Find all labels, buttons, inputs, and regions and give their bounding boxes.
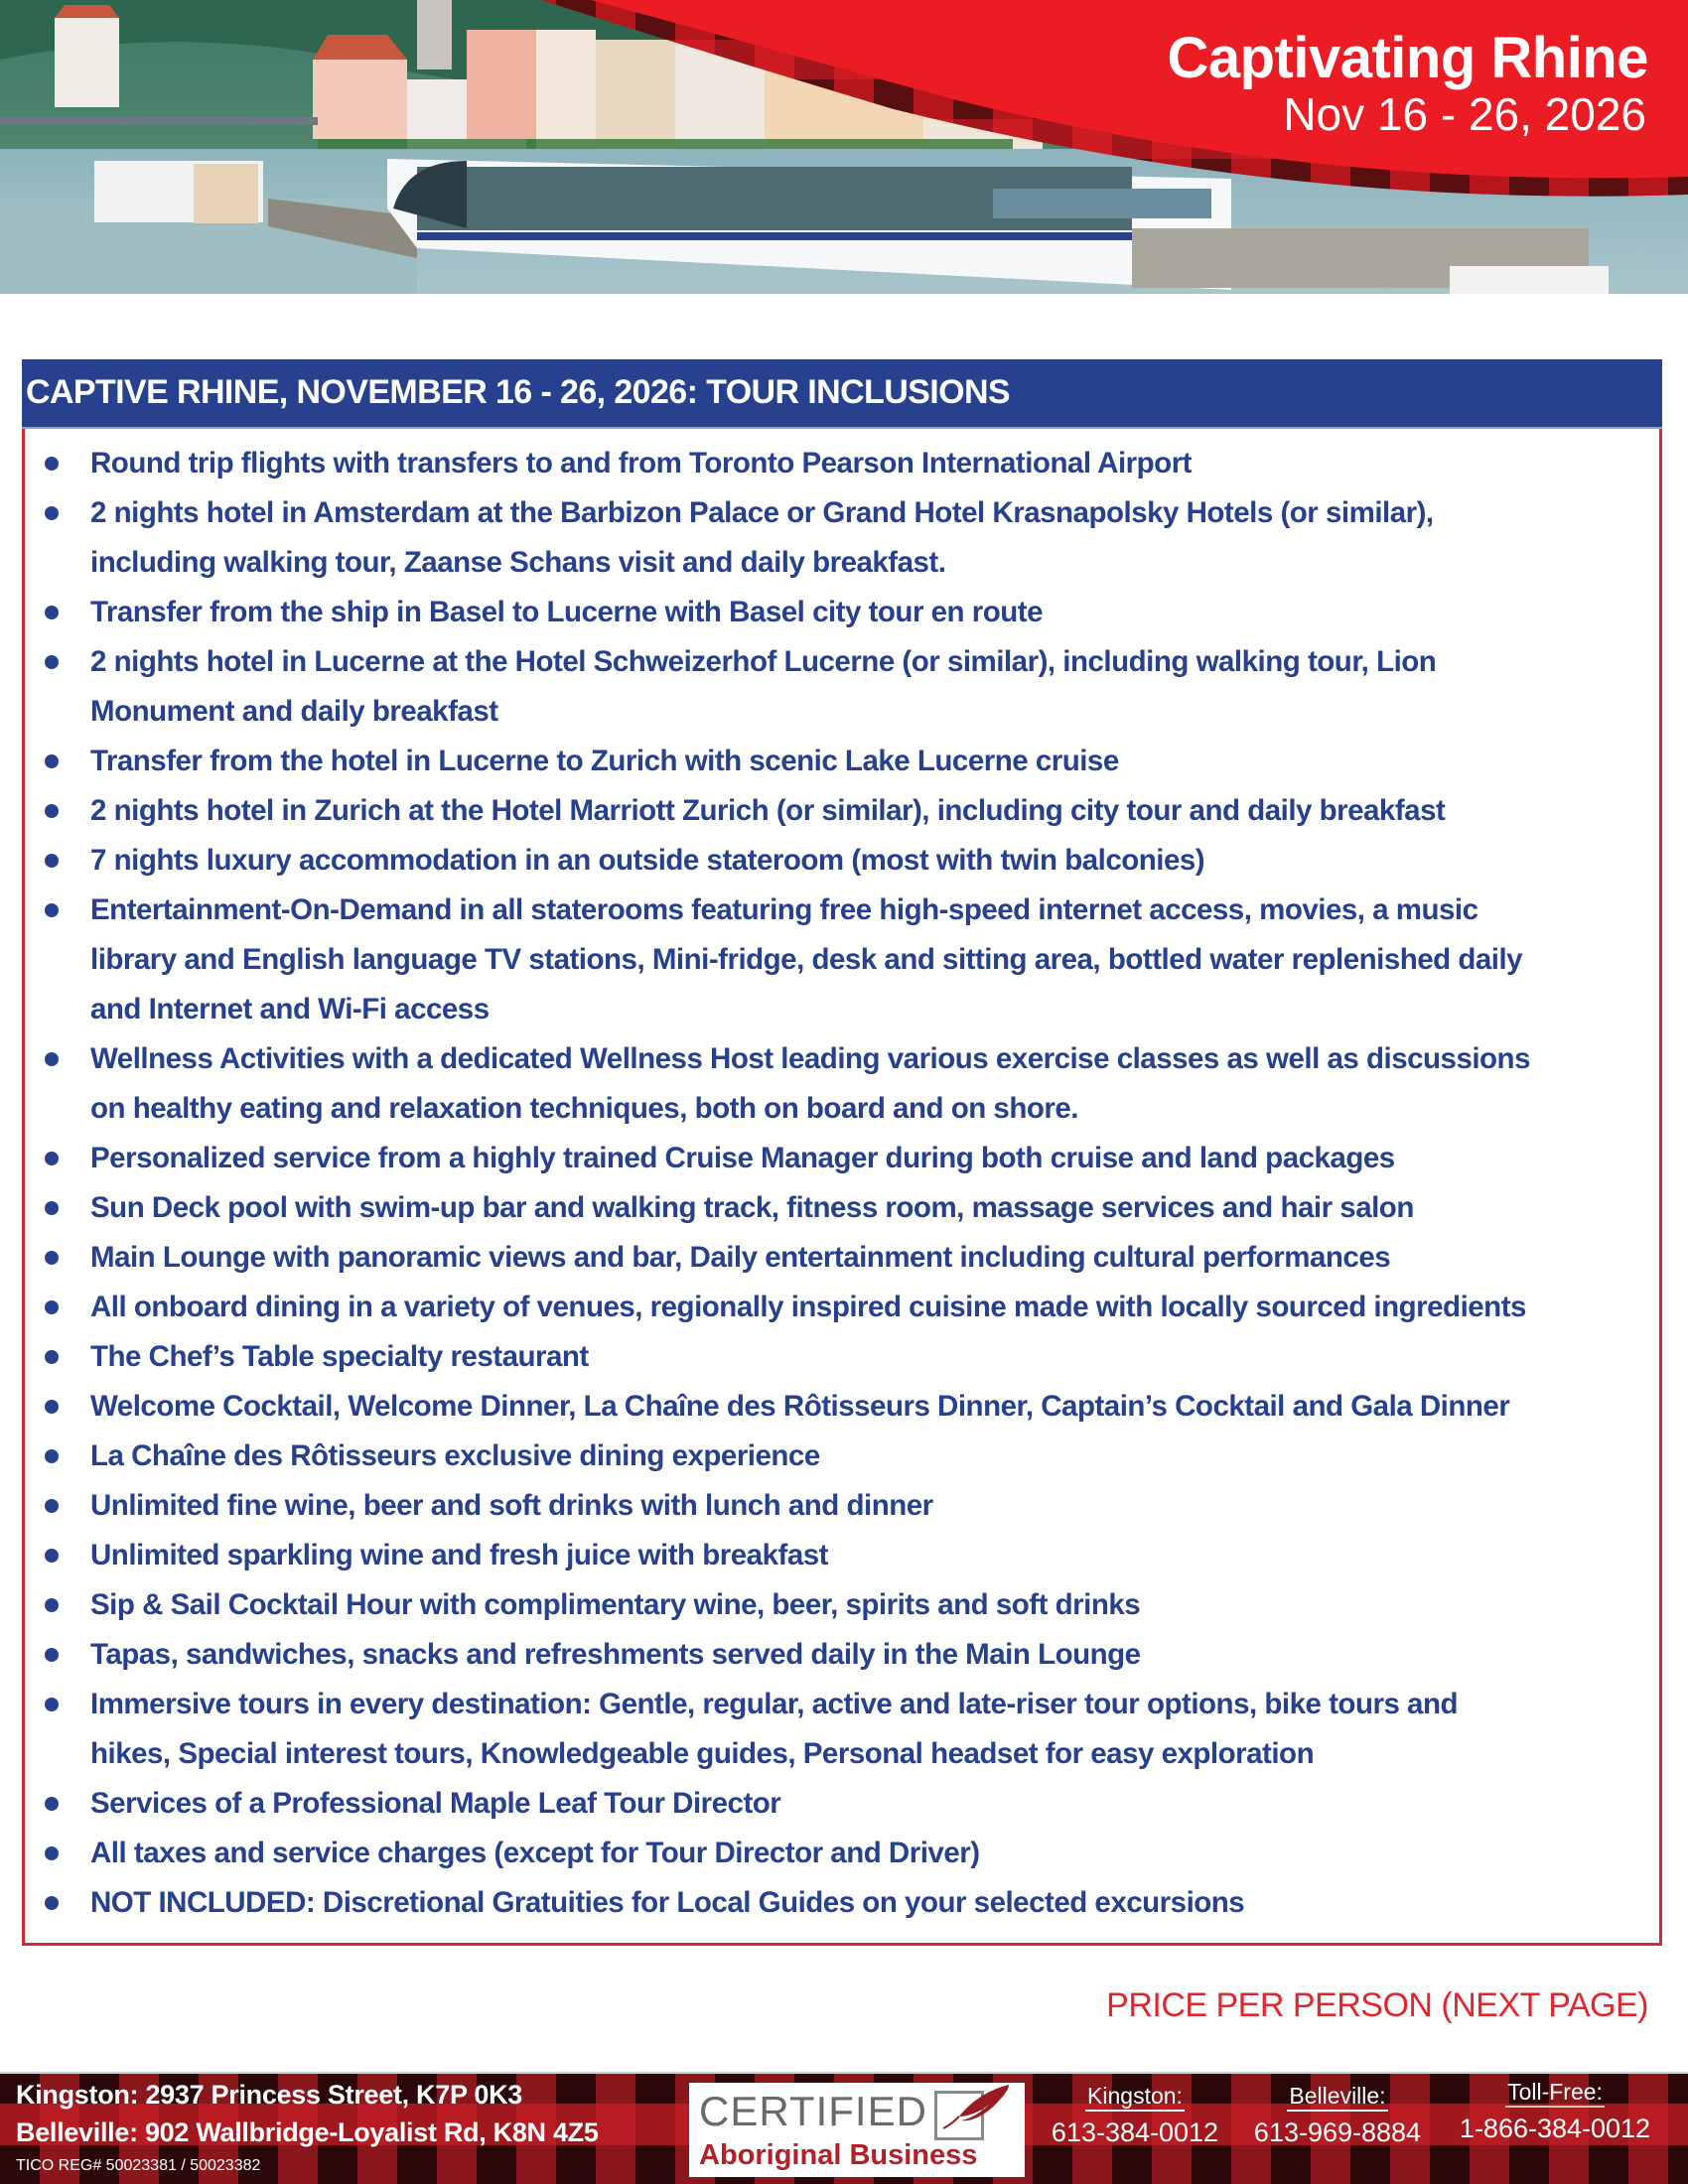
list-item bbox=[25, 1283, 1653, 1332]
list-item-text: Services of a Professional Maple Leaf Tour Director bbox=[90, 1787, 781, 1820]
list-item-text: Wellness Activities with a dedicated Wellness Host leading various exercise classes as well as discussions on healthy eating and relaxation techniques, both on board and on shore. bbox=[90, 1042, 1530, 1125]
list-item-text: Sip & Sail Cocktail Hour with complimentary wine, beer, spirits and soft drinks bbox=[90, 1588, 1141, 1621]
price-per-person-link: PRICE PER PERSON (NEXT PAGE) bbox=[1106, 1986, 1648, 2024]
inclusions-header bbox=[22, 359, 1662, 429]
inclusions-list bbox=[25, 439, 1653, 1928]
footer bbox=[0, 2072, 1688, 2184]
list-item bbox=[25, 1878, 1653, 1928]
list-item-text: Unlimited sparkling wine and fresh juice with breakfast bbox=[90, 1539, 828, 1571]
list-item bbox=[25, 1630, 1653, 1680]
list-item bbox=[25, 637, 1653, 737]
phone-label: Toll-Free: bbox=[1505, 2078, 1605, 2108]
bullet-icon bbox=[45, 1300, 59, 1314]
list-item-text: All taxes and service charges (except for Tour Director and Driver) bbox=[90, 1837, 980, 1869]
bullet-icon bbox=[45, 1896, 59, 1910]
list-item bbox=[25, 1580, 1653, 1630]
bullet-icon bbox=[45, 1251, 59, 1265]
list-item-text: Personalized service from a highly trained Cruise Manager during both cruise and land packages bbox=[90, 1142, 1395, 1174]
list-item bbox=[25, 1531, 1653, 1580]
list-item-text: Transfer from the ship in Basel to Lucerne with Basel city tour en route bbox=[90, 596, 1044, 628]
list-item bbox=[25, 1183, 1653, 1233]
list-item-text: Immersive tours in every destination: Gentle, regular, active and late-riser tour options, bike tours and hikes, Special interest tours, Knowledgeable guides, Personal headset for easy exploration bbox=[90, 1688, 1458, 1770]
phone-number[interactable]: 613-969-8884 bbox=[1253, 2117, 1422, 2147]
logo-line1: CERTIFIED bbox=[699, 2088, 927, 2134]
list-item-text: Sun Deck pool with swim-up bar and walking track, fitness room, massage services and hair salon bbox=[90, 1191, 1414, 1224]
list-item-text: Main Lounge with panoramic views and bar, Daily entertainment including cultural performances bbox=[90, 1241, 1391, 1274]
list-item-text: Unlimited fine wine, beer and soft drinks with lunch and dinner bbox=[90, 1489, 933, 1522]
address-belleville: Belleville: 902 Wallbridge-Loyalist Rd, K8N 4Z5 bbox=[16, 2117, 599, 2147]
list-item-text: Tapas, sandwiches, snacks and refreshments served daily in the Main Lounge bbox=[90, 1638, 1141, 1671]
inclusions-box bbox=[22, 359, 1662, 1946]
list-item bbox=[25, 439, 1653, 488]
list-item-text: Transfer from the hotel in Lucerne to Zurich with scenic Lake Lucerne cruise bbox=[90, 745, 1119, 777]
bullet-icon bbox=[45, 1400, 59, 1414]
list-item-text: 2 nights hotel in Amsterdam at the Barbizon Palace or Grand Hotel Krasnapolsky Hotels (or similar), including walking tour, Zaanse Schans visit and daily breakfast. bbox=[90, 496, 1434, 579]
bullet-icon bbox=[45, 1698, 59, 1711]
phone-number[interactable]: 613-384-0012 bbox=[1051, 2117, 1219, 2147]
list-item bbox=[25, 488, 1653, 588]
list-item-text: 7 nights luxury accommodation in an outside stateroom (most with twin balconies) bbox=[90, 844, 1205, 877]
logo-line2: Aboriginal Business bbox=[699, 2139, 978, 2171]
feather-icon bbox=[941, 2083, 1013, 2138]
list-item-text: The Chef’s Table specialty restaurant bbox=[90, 1340, 589, 1373]
list-item-text: Entertainment-On-Demand in all staterooms featuring free high-speed internet access, movies, a music library and English language TV stations, Mini-fridge, desk and sitting area, bottled water replenished daily and Internet and Wi-Fi access bbox=[90, 893, 1523, 1025]
bullet-icon bbox=[45, 1846, 59, 1860]
bullet-icon bbox=[45, 506, 59, 520]
certified-aboriginal-business-logo bbox=[689, 2083, 1025, 2177]
list-item bbox=[25, 1829, 1653, 1878]
bullet-icon bbox=[45, 1201, 59, 1215]
bullet-icon bbox=[45, 457, 59, 471]
list-item bbox=[25, 737, 1653, 786]
list-item bbox=[25, 786, 1653, 836]
list-item bbox=[25, 1680, 1653, 1779]
list-item bbox=[25, 1779, 1653, 1829]
address-kingston: Kingston: 2937 Princess Street, K7P 0K3 bbox=[16, 2080, 523, 2110]
list-item bbox=[25, 1134, 1653, 1183]
list-item bbox=[25, 836, 1653, 886]
list-item-text: NOT INCLUDED: Discretional Gratuities for Local Guides on your selected excursions bbox=[90, 1886, 1245, 1919]
bullet-icon bbox=[45, 1052, 59, 1066]
bullet-icon bbox=[45, 1797, 59, 1811]
list-item bbox=[25, 1233, 1653, 1283]
bullet-icon bbox=[45, 854, 59, 868]
phone-kingston bbox=[1041, 2082, 1229, 2148]
bullet-icon bbox=[45, 754, 59, 768]
bullet-icon bbox=[45, 1499, 59, 1513]
list-item-text: All onboard dining in a variety of venues, regionally inspired cuisine made with locally sourced ingredients bbox=[90, 1291, 1526, 1323]
list-item bbox=[25, 1034, 1653, 1134]
bullet-icon bbox=[45, 804, 59, 818]
list-item bbox=[25, 886, 1653, 1034]
phone-label: Kingston: bbox=[1085, 2082, 1185, 2112]
phone-number[interactable]: 1-866-384-0012 bbox=[1459, 2114, 1651, 2143]
list-item bbox=[25, 1332, 1653, 1382]
hero-banner bbox=[0, 0, 1688, 294]
phone-belleville bbox=[1243, 2082, 1432, 2148]
list-item bbox=[25, 1432, 1653, 1481]
bullet-icon bbox=[45, 1152, 59, 1165]
list-item-text: 2 nights hotel in Lucerne at the Hotel Schweizerhof Lucerne (or similar), including walking tour, Lion Monument and daily breakfast bbox=[90, 645, 1437, 728]
bullet-icon bbox=[45, 606, 59, 619]
list-item-text: Round trip flights with transfers to and from Toronto Pearson International Airport bbox=[90, 447, 1192, 479]
list-item-text: Welcome Cocktail, Welcome Dinner, La Chaîne des Rôtisseurs Dinner, Captain’s Cocktail and Gala Dinner bbox=[90, 1390, 1510, 1423]
bullet-icon bbox=[45, 1598, 59, 1612]
bullet-icon bbox=[45, 655, 59, 669]
bullet-icon bbox=[45, 1648, 59, 1662]
list-item bbox=[25, 1481, 1653, 1531]
tico-registration: TICO REG# 50023381 / 50023382 bbox=[16, 2157, 261, 2174]
bullet-icon bbox=[45, 903, 59, 917]
list-item-text: La Chaîne des Rôtisseurs exclusive dining experience bbox=[90, 1439, 820, 1472]
bullet-icon bbox=[45, 1350, 59, 1364]
bullet-icon bbox=[45, 1449, 59, 1463]
page-title: Captivating Rhine bbox=[1167, 26, 1648, 90]
phone-toll-free bbox=[1446, 2078, 1664, 2144]
phone-label: Belleville: bbox=[1287, 2082, 1387, 2112]
list-item bbox=[25, 588, 1653, 637]
bullet-icon bbox=[45, 1549, 59, 1563]
tour-dates: Nov 16 - 26, 2026 bbox=[1283, 88, 1646, 140]
list-item-text: 2 nights hotel in Zurich at the Hotel Marriott Zurich (or similar), including city tour and daily breakfast bbox=[90, 794, 1446, 827]
inclusions-heading: CAPTIVE RHINE, NOVEMBER 16 - 26, 2026: TOUR INCLUSIONS bbox=[26, 373, 1010, 411]
list-item bbox=[25, 1382, 1653, 1432]
